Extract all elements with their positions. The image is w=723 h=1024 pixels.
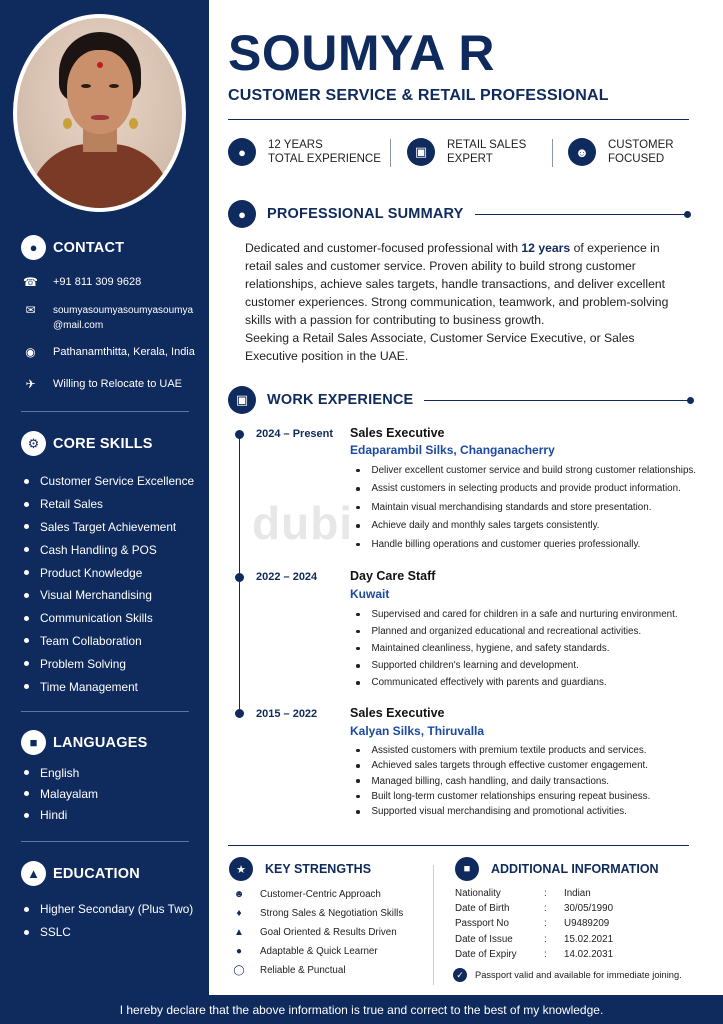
core-skills-list — [24, 470, 194, 698]
chart-icon: ▲ — [234, 927, 244, 938]
strength-item: ● Adaptable & Quick Learner — [232, 946, 378, 957]
list-item: Higher Secondary (Plus Two) — [24, 898, 193, 921]
group-icon: ☻ — [568, 138, 596, 166]
list-item: Communicated effectively with parents and guardians. — [356, 674, 678, 691]
section-rule — [228, 845, 689, 846]
languages-list — [24, 762, 98, 826]
strength-item: ☻ Customer-Centric Approach — [233, 889, 381, 900]
info-row: Date of Issue : 15.02.2021 — [455, 934, 614, 945]
languages-heading: ■ LANGUAGES — [21, 730, 147, 755]
divider — [433, 865, 434, 985]
list-item: Assisted customers with premium textile products and services. — [356, 743, 650, 758]
job-bullets — [356, 461, 696, 554]
info-row: Date of Birth : 30/05/1990 — [455, 903, 614, 914]
airplane-icon: ✈ — [25, 377, 36, 391]
divider — [21, 711, 189, 712]
list-item: Achieve daily and monthly sales targets consistently. — [356, 517, 696, 536]
divider — [552, 139, 553, 167]
list-item: Customer Service Excellence — [24, 470, 194, 493]
list-item: Visual Merchandising — [24, 584, 194, 607]
job-title: Sales Executive — [350, 426, 445, 440]
list-item: Product Knowledge — [24, 561, 194, 584]
clock-icon: ◯ — [233, 965, 245, 976]
education-list — [24, 898, 193, 944]
info-row: Passport No : U9489209 — [455, 918, 610, 929]
timeline-dot — [235, 709, 244, 718]
list-item: English — [24, 762, 98, 783]
job-company: Edaparambil Silks, Changanacherry — [350, 443, 555, 457]
list-item: Sales Target Achievement — [24, 516, 194, 539]
timeline-dot — [235, 430, 244, 439]
sidebar — [0, 0, 209, 995]
speech-bubble-icon: ■ — [21, 730, 46, 755]
briefcase-icon: ▣ — [407, 138, 435, 166]
timeline-dot — [235, 573, 244, 582]
list-item: Assist customers in selecting products and provide product information. — [356, 480, 696, 499]
gear-icon: ⚙ — [21, 431, 46, 456]
list-item: Malayalam — [24, 783, 98, 804]
contact-heading: ● CONTACT — [21, 235, 124, 260]
phone-icon: ☎ — [23, 275, 38, 289]
contact-relocate: ✈ Willing to Relocate to UAE — [23, 377, 182, 392]
contact-email[interactable]: ✉ soumyasoumyasoumyasoumya@mail.com — [23, 303, 198, 333]
medal-icon: ★ — [229, 857, 253, 881]
education-heading: ▲ EDUCATION — [21, 861, 140, 886]
id-card-icon: ■ — [455, 857, 479, 881]
user-icon: ● — [235, 946, 243, 957]
job-title: Day Care Staff — [350, 569, 436, 583]
job-company: Kuwait — [350, 587, 390, 601]
divider — [21, 411, 189, 412]
section-rule — [475, 214, 688, 215]
mail-icon: ✉ — [25, 303, 36, 317]
list-item: Time Management — [24, 675, 194, 698]
job-bullets — [356, 743, 650, 819]
candidate-subtitle: CUSTOMER SERVICE & RETAIL PROFESSIONAL — [228, 87, 609, 104]
watermark: dubi — [252, 497, 354, 549]
list-item: Team Collaboration — [24, 630, 194, 653]
list-item: Maintained cleanliness, hygiene, and safety standards. — [356, 640, 678, 657]
summary-heading: ● PROFESSIONAL SUMMARY — [228, 200, 688, 228]
list-item: Communication Skills — [24, 607, 194, 630]
briefcase-icon: ▣ — [228, 386, 256, 414]
contact-location: ◉ Pathanamthitta, Kerala, India — [23, 345, 195, 360]
handshake-icon: ♦ — [236, 908, 242, 919]
list-item: SSLC — [24, 921, 193, 944]
strength-item: ▲ Goal Oriented & Results Driven — [232, 927, 397, 938]
list-item: Maintain visual merchandising standards and store presentation. — [356, 498, 696, 517]
person-icon: ● — [228, 138, 256, 166]
graduation-cap-icon: ▲ — [21, 861, 46, 886]
list-item: Retail Sales — [24, 493, 194, 516]
highlight-customer: ☻ CUSTOMER FOCUSED — [568, 138, 674, 166]
list-item: Hindi — [24, 805, 98, 826]
header-rule — [228, 119, 689, 120]
list-item: Problem Solving — [24, 652, 194, 675]
passport-note: ✓ Passport valid and available for immediate joining. — [453, 968, 682, 982]
list-item: Supported visual merchandising and promotional activities. — [356, 804, 650, 819]
info-row: Date of Expiry : 14.02.2031 — [455, 949, 614, 960]
job-bullets — [356, 606, 678, 691]
list-item: Built long-term customer relationships ensuring repeat business. — [356, 789, 650, 804]
location-pin-icon: ◉ — [25, 345, 36, 359]
list-item: Deliver excellent customer service and build strong customer relationships. — [356, 461, 696, 480]
list-item: Planned and organized educational and recreational activities. — [356, 623, 678, 640]
summary-text: Dedicated and customer-focused professional with 12 years of experience in retail sales and customer service. Proven ability to build strong customer relationships, achieve sales targets, handle transactions, and deliver excellent customer experiences. Strong communication, teamwork, and problem-solving skills with a passion for contributing to business growth. Seeking a Retail Sales Associate, Customer Service Executive, or Sales Executive position in the UAE. — [245, 241, 669, 363]
candidate-name: SOUMYA R — [228, 25, 496, 81]
highlight-experience: ● 12 YEARS TOTAL EXPERIENCE — [228, 138, 381, 166]
highlight-retail: ▣ RETAIL SALES EXPERT — [407, 138, 526, 166]
strength-item: ♦ Strong Sales & Negotiation Skills — [232, 908, 403, 919]
work-heading: ▣ WORK EXPERIENCE — [228, 386, 691, 414]
info-row: Nationality : Indian — [455, 888, 591, 899]
job-company: Kalyan Silks, Thiruvalla — [350, 724, 485, 738]
key-strengths-heading: ★ KEY STRENGTHS — [229, 857, 371, 881]
list-item: Managed billing, cash handling, and daily transactions. — [356, 774, 650, 789]
strength-item: ◯ Reliable & Punctual — [233, 965, 346, 976]
section-rule — [424, 400, 691, 401]
job-dates: 2024 – Present — [256, 428, 334, 440]
divider — [21, 841, 189, 842]
list-item: Supervised and cared for children in a safe and nurturing environment. — [356, 606, 678, 623]
list-item: Handle billing operations and customer queries professionally. — [356, 535, 696, 554]
additional-info-heading: ■ ADDITIONAL INFORMATION — [455, 857, 659, 881]
job-dates: 2015 – 2022 — [256, 708, 318, 720]
person-icon: ● — [21, 235, 46, 260]
person-icon: ● — [228, 200, 256, 228]
profile-photo — [13, 14, 186, 212]
people-icon: ☻ — [233, 889, 245, 900]
list-item: Cash Handling & POS — [24, 538, 194, 561]
list-item: Achieved sales targets through effective customer engagement. — [356, 758, 650, 773]
core-skills-heading: ⚙ CORE SKILLS — [21, 431, 153, 456]
divider — [390, 139, 391, 167]
job-title: Sales Executive — [350, 706, 445, 720]
check-icon: ✓ — [453, 968, 467, 982]
contact-phone[interactable]: ☎ +91 811 309 9628 — [23, 275, 142, 289]
list-item: Supported children's learning and development. — [356, 657, 678, 674]
declaration-footer: I hereby declare that the above information is true and correct to the best of my knowledge. — [0, 995, 723, 1024]
job-dates: 2022 – 2024 — [256, 571, 318, 583]
